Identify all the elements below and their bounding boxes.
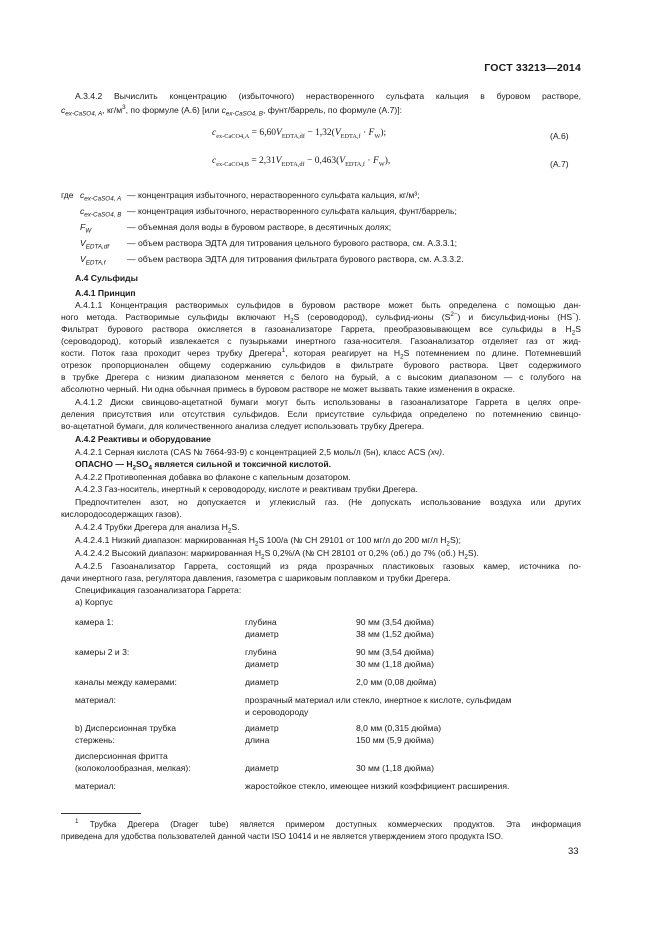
paragraph-line: А.4.2.2 Противопенная добавка во флаконе с капельным дозатором. — [75, 472, 351, 482]
paragraph-line: во-ацетатной бумаги, для количественного анализа следует использовать трубку Дрегера. — [61, 421, 425, 431]
spec-param: глубина — [245, 617, 277, 627]
page-number: 33 — [568, 846, 579, 857]
paragraph-line: А.4.2.4 Трубки Дрегера для анализа $H_2S$. — [75, 522, 240, 535]
def-symbol: $V_{EDTA,f}$ — [80, 254, 106, 267]
spec-label: b) Дисперсионная трубка — [75, 723, 177, 733]
spec-param: длина — [245, 735, 270, 745]
spec-label: материал: — [75, 781, 116, 791]
spec-param: диаметр — [245, 677, 279, 687]
spec-label: (колоколообразная, мелкая): — [75, 763, 191, 773]
def-symbol: $c_{ex-CaSO4, B}$ — [80, 206, 122, 219]
formula-a7: $c_{ex-CaCO4,B} = 2,31V_{EDTA,df} - 0,463(V_{EDTA,f} \cdot F_W)$, — [212, 156, 391, 168]
def-text: — объем раствора ЭДТА для титрования цельного бурового раствора, см. А.3.3.1; — [127, 238, 458, 248]
spec-param: диаметр — [245, 659, 279, 669]
spec-title: Спецификация газоанализатора Гаррета: — [75, 585, 242, 595]
section-heading: А.4 Сульфиды — [75, 273, 138, 283]
paragraph-line: А.4.2.4.2 Высокий диапазон: маркированная $H_2S$ 0,2%/A (№ CH 28101 от 0,2% (об.) до 7% (об.) $H_2S$). — [75, 548, 479, 561]
paragraph-line: Фильтрат бурового раствора окисляется в газоанализаторе Гаррета, преобразовывающем все сульфиды в $H_2S$ — [61, 324, 581, 337]
def-text: — концентрация избыточного, нерастворенного сульфата кальция, фунт/баррель; — [127, 206, 457, 216]
def-text: — концентрация избыточного, нерастворенного сульфата кальция, кг/м³; — [127, 190, 420, 200]
paragraph-line: А.4.2.3 Газ-носитель, инертный к сероводороду, кислоте и реактивам трубки Дрегера. — [75, 484, 418, 494]
paragraph-line: деления присутствия или отсутствия сульфидов. Если присутствие сульфида определено по потемнению свинцо- — [61, 409, 581, 419]
footnote-line: приведена для удобства пользователей данной части ISO 10414 и не является утверждением этого продукта ISO. — [61, 831, 504, 841]
paragraph-line: отрезок пропорционален общему содержанию сульфидов в фильтрате бурового раствора. Цвет содержимого — [61, 360, 581, 370]
spec-param: прозрачный материал или стекло, инертное к кислоте, сульфидам — [245, 695, 512, 705]
spec-value: 30 мм (1,18 дюйма) — [356, 659, 434, 669]
spec-param: жаростойкое стекло, имеющее низкий коэффициент расширения. — [245, 781, 510, 791]
footnote-line: $^1$ Трубка Дрегера (Drager tube) является примером доступных коммерческих продуктов. Эта информация — [75, 818, 581, 829]
spec-label: стержень: — [75, 735, 115, 745]
subsection-heading: А.4.1 Принцип — [75, 288, 136, 298]
def-text: — объем раствора ЭДТА для титрования фильтрата бурового раствора, см. А.3.3.2. — [127, 254, 464, 264]
paragraph-line: (сероводород), который извлекается с пузырьками инертного газа-носителя. Газоанализатор отделяет газ от жид- — [61, 336, 581, 346]
spec-value: 90 мм (3,54 дюйма) — [356, 647, 434, 657]
paragraph-line: А.4.2.5 Газоанализатор Гаррета, состоящий из ряда прозрачных пластиковых газовых камер, источника по- — [75, 561, 581, 571]
paragraph-line: А.4.1.2 Диски свинцово-ацетатной бумаги могут быть использованы в газоанализаторе Гаррета в целях опре- — [75, 397, 581, 407]
footnote-divider — [61, 813, 141, 814]
where-word: где — [61, 190, 74, 200]
spec-value: 38 мм (1,52 дюйма) — [356, 629, 434, 639]
standard-header: ГОСТ 33213—2014 — [484, 62, 581, 74]
formula-a6: $c_{ex-CaCO4,A} = 6,60V_{EDTA,df} - 1,32(V_{EDTA,f} \cdot F_W)$; — [212, 128, 387, 140]
def-symbol: $V_{EDTA,df}$ — [80, 238, 110, 251]
intro-line-2: $c_{ex-CaSO4, A}$, $кг/м^3$, по формуле (А.6) [или $c_{ex-CaSO4, B}$, фунт/баррель, по формуле (А.7)]: — [61, 104, 403, 118]
def-symbol: $c_{ex-CaSO4, A}$ — [80, 190, 122, 203]
def-symbol: $F_W$ — [80, 222, 92, 235]
spec-label: каналы между камерами: — [75, 677, 177, 687]
formula-a7-label: (А.7) — [550, 159, 569, 169]
spec-value: 150 мм (5,9 дюйма) — [356, 735, 434, 745]
paragraph-line: Предпочтителен азот, но допускается и углекислый газ. (Не допускать использование воздуха или других — [75, 497, 581, 507]
subsection-heading: А.4.2 Реактивы и оборудование — [75, 434, 211, 444]
spec-label: дисперсионная фритта — [75, 751, 168, 761]
spec-label: камеры 2 и 3: — [75, 647, 130, 657]
intro-line-1: А.3.4.2 Вычислить концентрацию (избыточного) нерастворенного сульфата кальция в буровом растворе, — [75, 91, 581, 101]
paragraph-line: кости. Поток газа проходит через трубку Дрегера$^1$, которая реагирует на $H_2S$ потемнением по длине. Потемневший — [61, 347, 581, 361]
spec-value: 8,0 мм (0,315 дюйма) — [356, 723, 442, 733]
spec-param: диаметр — [245, 723, 279, 733]
formula-a6-label: (А.6) — [550, 131, 569, 141]
spec-value: 90 мм (3,54 дюйма) — [356, 617, 434, 627]
paragraph-line: в трубке Дрегера с низким диапазоном меняется с белого на бурый, а с высоким диапазоном — с голубого на — [61, 372, 581, 382]
paragraph-line: А.4.1.1 Концентрация растворимых сульфидов в буровом растворе может быть определена с помощью дан- — [75, 300, 581, 310]
danger-warning: ОПАСНО — $H_2SO_4$ является сильной и токсичной кислотой. — [75, 459, 332, 472]
spec-value: 2,0 мм (0,08 дюйма) — [356, 677, 437, 687]
spec-param: диаметр — [245, 763, 279, 773]
paragraph-line: А.4.2.1 Серная кислота (CAS № 7664-93-9) с концентрацией 2,5 моль/л (5н), класс ACS (хч). — [75, 447, 445, 457]
spec-subhead: а) Корпус — [75, 597, 113, 607]
spec-label: материал: — [75, 695, 116, 705]
spec-param: диаметр — [245, 629, 279, 639]
paragraph-line: А.4.2.4.1 Низкий диапазон: маркированная $H_2S$ 100/a (№ CH 29101 от 100 мг/л до 200 мг/л $H_2S$); — [75, 535, 461, 548]
spec-value: 30 мм (1,18 дюйма) — [356, 763, 434, 773]
spec-label: камера 1: — [75, 617, 114, 627]
spec-param: глубина — [245, 647, 277, 657]
paragraph-line: абсолютно черный. Ни одна обычная примесь в буровом растворе не может вызвать такие изменения в окраске. — [61, 384, 516, 394]
def-text: — объемная доля воды в буровом растворе, в десятичных долях; — [127, 222, 392, 232]
paragraph-line: кислородосодержащих газов). — [61, 509, 182, 519]
paragraph-line: ного метода. Растворимые сульфиды включают $H_2S$ (сероводород), сульфид-ионы $(S^{2-})$ и бисульфид-ионы (HS−). — [61, 311, 581, 325]
paragraph-line: дачи инертного газа, регулятора давления, газометра с шариковым поплавком и трубки Дрегера. — [61, 573, 451, 583]
spec-param: и сероводороду — [245, 707, 309, 717]
